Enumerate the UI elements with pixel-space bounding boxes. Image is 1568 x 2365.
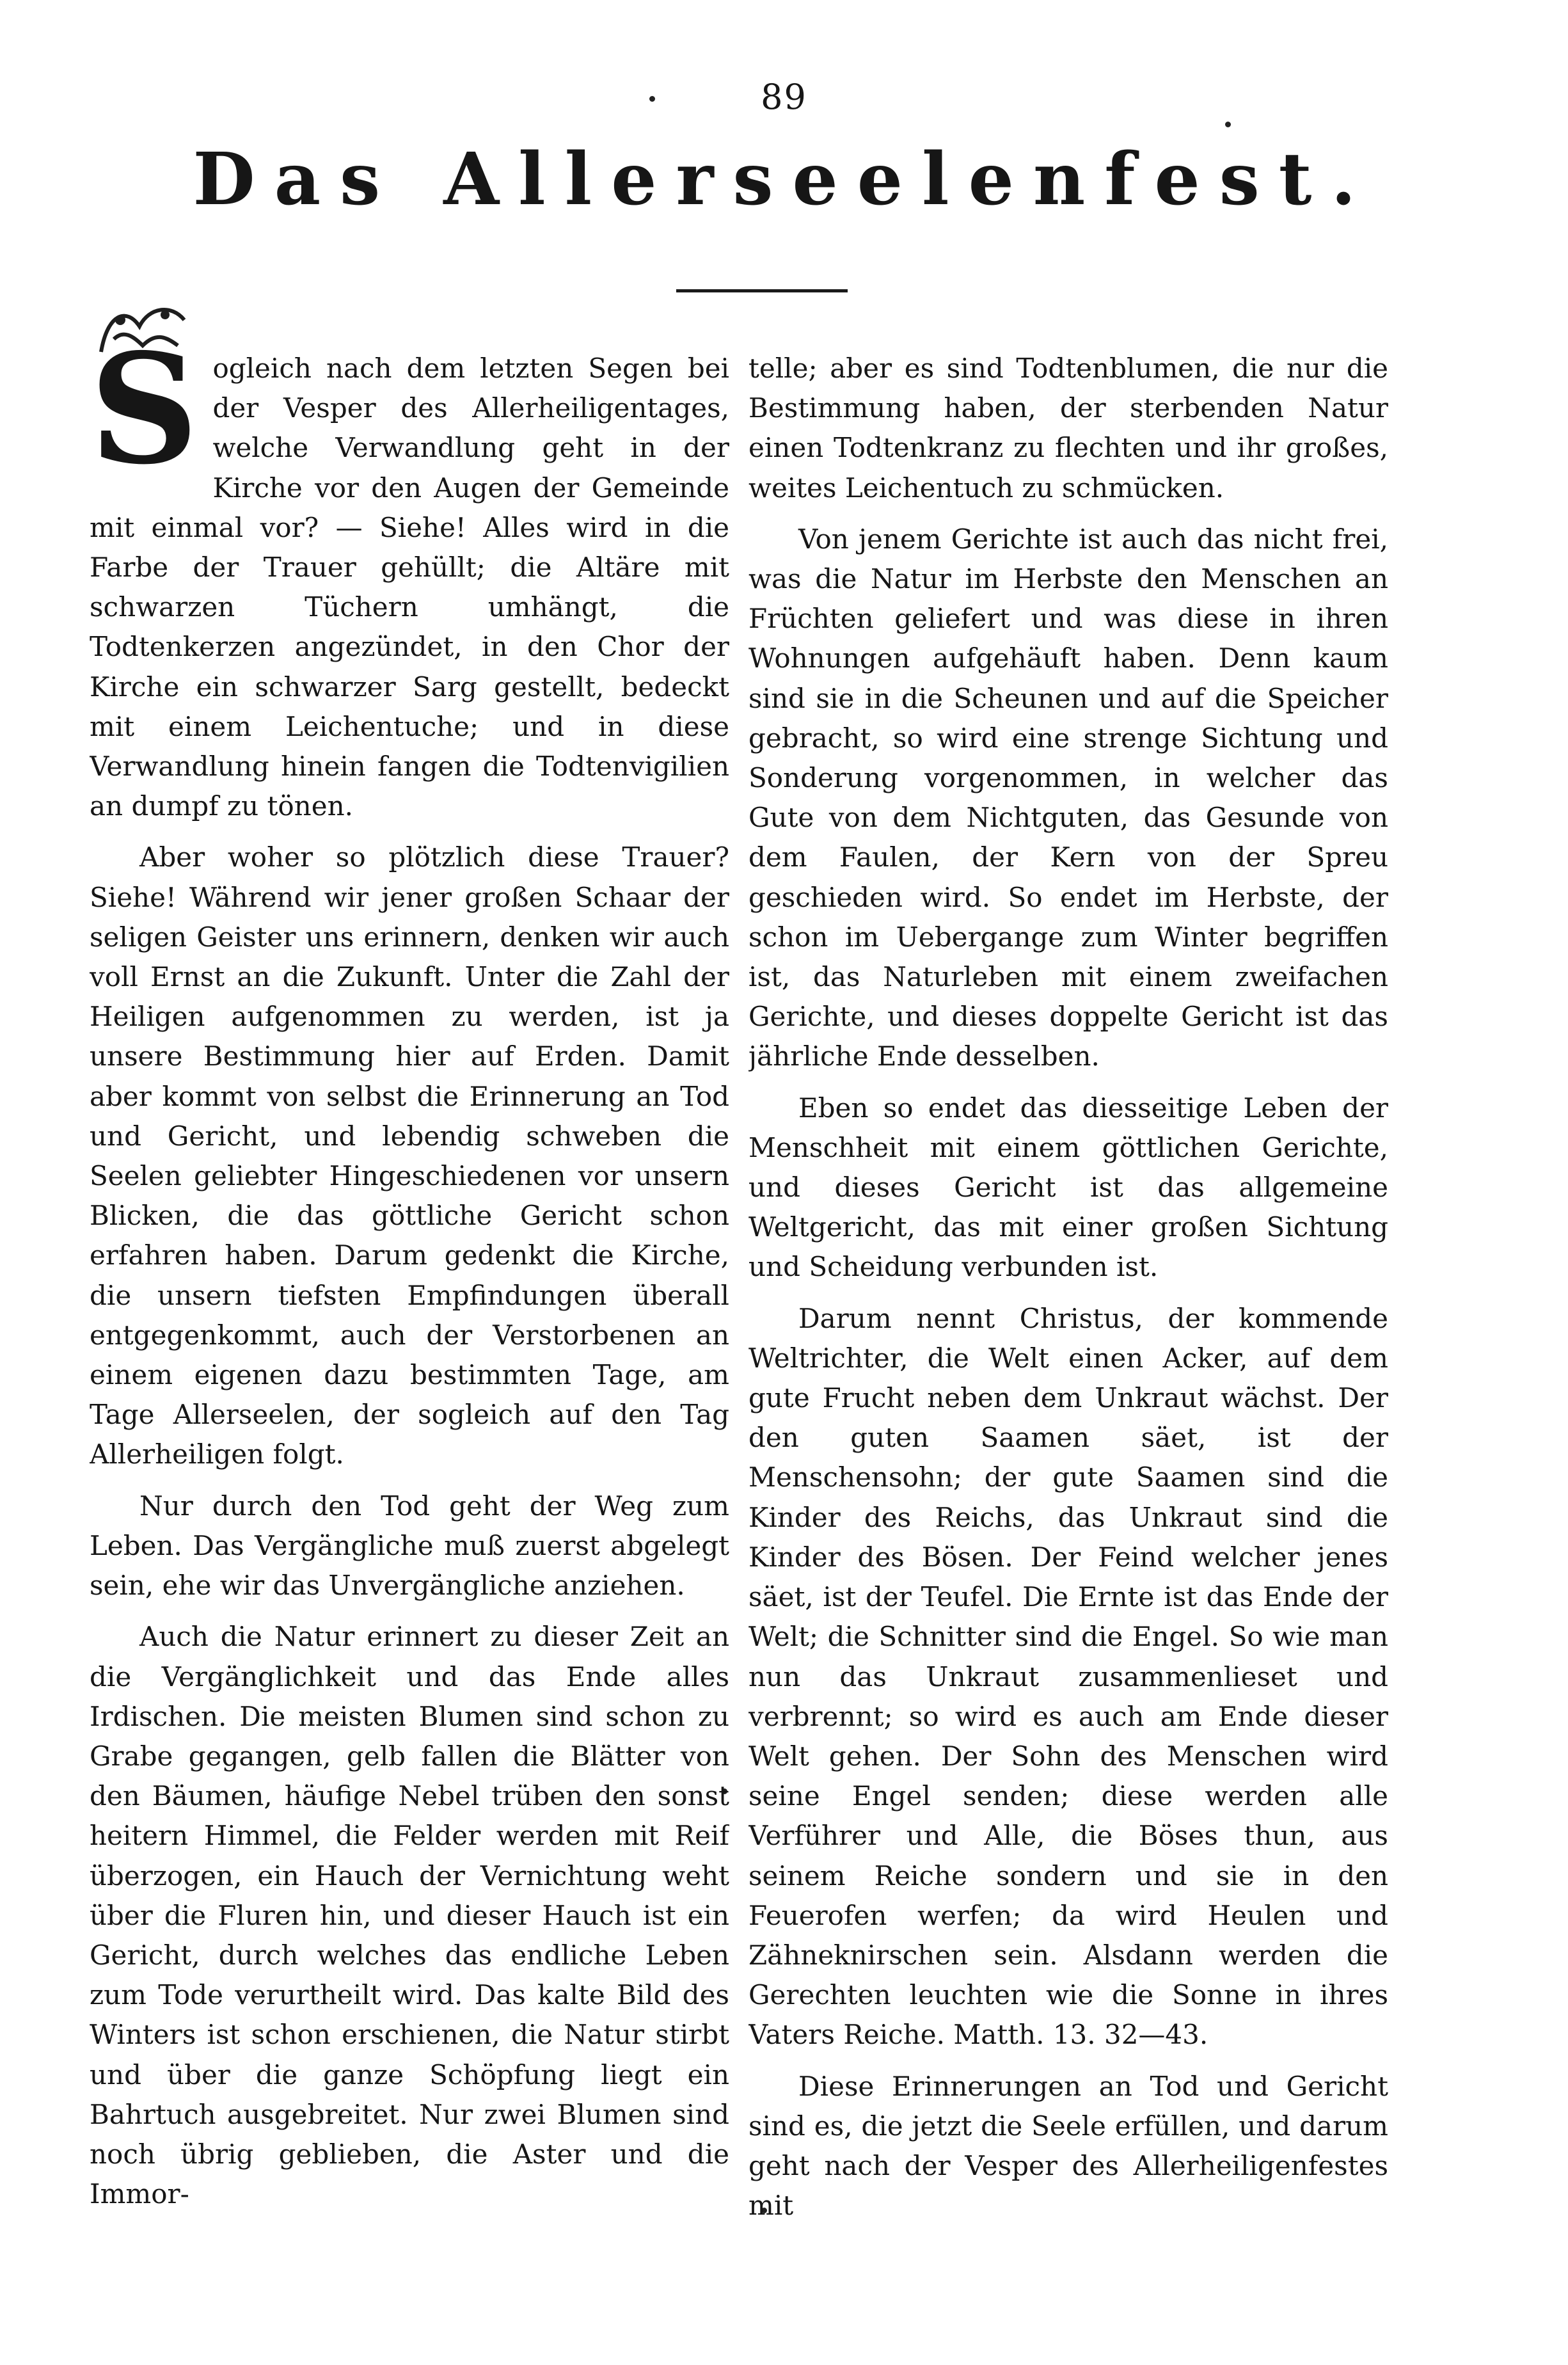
paragraph: Eben so endet das diesseitige Leben der Menschheit mit einem göttlichen Gerichte, und dieses Gericht ist das allgemeine Weltgericht, das mit einer großen Sichtung und Scheidung verbunden ist. (748, 1092, 1388, 1283)
speck-mark (649, 96, 655, 102)
paragraph (90, 349, 729, 826)
paragraph-text: ogleich nach dem letzten Segen bei der Vesper des Allerheiligentages, welche Verwandlung geht in der Kirche vor den Augen der Gemeinde mit einmal vor? — Siehe! Alles wird in die Farbe der Trauer gehüllt; die Altäre mit schwarzen Tüchern umhängt, die Todtenkerzen angezündet, in den Chor der Kirche ein schwarzer Sarg gestellt, bedeckt mit einem Leichentuche; und in diese Verwandlung hinein fangen die Todtenvigilien an dumpf zu tönen. (90, 353, 729, 822)
right-column (748, 349, 1388, 2224)
page-number: 89 (761, 77, 807, 117)
page-title: Das Allerseelenfest. (193, 138, 1375, 221)
paragraph: Diese Erinnerungen an Tod und Gericht sind es, die jetzt die Seele erfüllen, und darum geht nach der Vesper des Allerheiligenfestes mit (748, 2070, 1388, 2222)
drop-cap: S (90, 349, 199, 498)
paragraph: Von jenem Gerichte ist auch das nicht frei, was die Natur im Herbste den Menschen an Früchten geliefert und was diese in ihren Wohnungen aufgehäuft haben. Denn kaum sind sie in die Scheunen und auf die Speicher gebracht, so wird eine strenge Sichtung und Sonderung vorgenommen, in welcher das Gute von dem Nichtguten, das Gesunde von dem Faulen, der Kern von der Spreu geschieden wird. So endet im Herbste, der schon im Uebergange zum Winter begriffen ist, das Naturleben mit einem zweifachen Gerichte, und dieses doppelte Gericht ist das jährliche Ende desselben. (748, 523, 1388, 1072)
paragraph-continuation: telle; aber es sind Todtenblumen, die nur die Bestimmung haben, der sterbenden Natur einen Todtenkranz zu flechten und ihr großes, weites Leichentuch zu schmücken. (748, 353, 1388, 504)
left-column (90, 349, 729, 2224)
paragraph: Aber woher so plötzlich diese Trauer? Siehe! Während wir jener großen Schaar der seligen Geister uns erinnern, denken wir auch voll Ernst an die Zukunft. Unter die Zahl der Heiligen aufgenommen zu werden, ist ja unsere Bestimmung hier auf Erden. Damit aber kommt von selbst die Erinnerung an Tod und Gericht, und lebendig schweben die Seelen geliebter Hingeschiedenen vor unsern Blicken, die das göttliche Gericht schon erfahren haben. Darum gedenkt die Kirche, die unsern tiefsten Empfindungen überall entgegenkommt, auch der Verstorbenen an einem eigenen dazu bestimmten Tage, am Tage Allerseelen, der sogleich auf den Tag Allerheiligen folgt. (90, 841, 729, 1470)
speck-mark (1225, 122, 1231, 127)
paragraph: Darum nennt Christus, der kommende Weltrichter, die Welt einen Acker, auf dem gute Frucht neben dem Unkraut wächst. Der den guten Saamen säet, ist der Menschensohn; der gute Saamen sind die Kinder des Reichs, das Unkraut sind die Kinder des Bösen. Der Feind welcher jenes säet, ist der Teufel. Die Ernte ist das Ende der Welt; die Schnitter sind die Engel. So wie man nun das Unkraut zusammenlieset und verbrennt; so wird es auch am Ende dieser Welt gehen. Der Sohn des Menschen wird seine Engel senden; diese werden alle Verführer und Alle, die Böses thun, aus seinem Reiche sondern und sie in den Feuerofen werfen; da wird Heulen und Zähneknirschen sein. Alsdann werden die Gerechten leuchten wie die Sonne in ihres Vaters Reiche. Matth. 13. 32—43. (748, 1302, 1388, 2051)
title-divider (676, 289, 848, 292)
paragraph: Nur durch den Tod geht der Weg zum Leben. Das Vergängliche muß zuerst abgelegt sein, ehe wir das Unvergängliche anziehen. (90, 1490, 729, 1602)
paragraph: Auch die Natur erinnert zu dieser Zeit an die Vergänglichkeit und das Ende alles Irdischen. Die meisten Blumen sind schon zu Grabe gegangen, gelb fallen die Blätter von den Bäumen, häufige Nebel trüben den sonst heitern Himmel, die Felder werden mit Reif überzogen, ein Hauch der Vernichtung weht über die Fluren hin, und dieser Hauch ist ein Gericht, durch welches das endliche Leben zum Tode verurtheilt wird. Das kalte Bild des Winters ist schon erschienen, die Natur stirbt und über die ganze Schöpfung liegt ein Bahrtuch ausgebreitet. Nur zwei Blumen sind noch übrig geblieben, die Aster und die Immor- (90, 1621, 729, 2210)
